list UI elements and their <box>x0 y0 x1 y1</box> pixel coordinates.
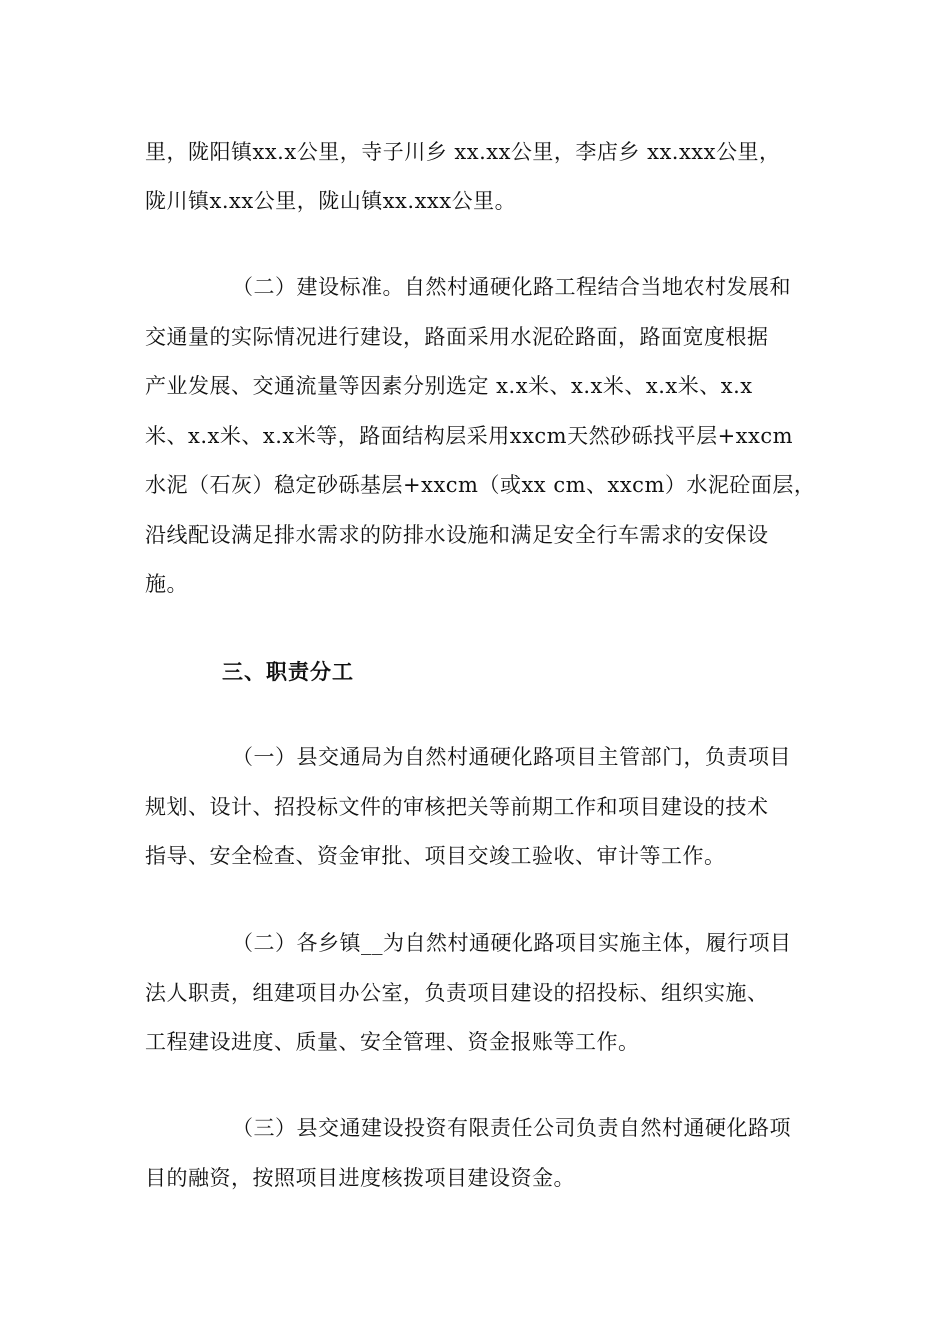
paragraph-line: （二）建设标准。自然村通硬化路工程结合当地农村发展和 <box>232 275 791 299</box>
paragraph-line: 目的融资，按照项目进度核拨项目建设资金。 <box>145 1166 575 1190</box>
paragraph-line: 施。 <box>145 572 188 596</box>
paragraph-line: 沿线配设满足排水需求的防排水设施和满足安全行车需求的安保设 <box>145 523 769 547</box>
paragraph-line: 法人职责，组建项目办公室，负责项目建设的招投标、组织实施、 <box>145 981 769 1005</box>
section-heading: 三、职责分工 <box>222 660 354 684</box>
paragraph-line: 交通量的实际情况进行建设，路面采用水泥砼路面，路面宽度根据 <box>145 325 769 349</box>
paragraph-line: （一）县交通局为自然村通硬化路项目主管部门，负责项目 <box>232 745 791 769</box>
paragraph-line: （三）县交通建设投资有限责任公司负责自然村通硬化路项 <box>232 1116 791 1140</box>
paragraph-line: 里，陇阳镇xx.x公里，寺子川乡 xx.xx公里，李店乡 xx.xxx公里， <box>145 140 781 164</box>
paragraph-line: 米、x.x米、x.x米等，路面结构层采用xxcm天然砂砾找平层+xxcm <box>145 424 794 448</box>
paragraph-line: 指导、安全检查、资金审批、项目交竣工验收、审计等工作。 <box>145 844 726 868</box>
paragraph-line: 规划、设计、招投标文件的审核把关等前期工作和项目建设的技术 <box>145 795 769 819</box>
paragraph-line: 水泥（石灰）稳定砂砾基层+xxcm（或xx cm、xxcm）水泥砼面层， <box>145 473 816 497</box>
paragraph-line: 陇川镇x.xx公里，陇山镇xx.xxx公里。 <box>145 189 517 213</box>
paragraph-line: 工程建设进度、质量、安全管理、资金报账等工作。 <box>145 1030 640 1054</box>
paragraph-line: 产业发展、交通流量等因素分别选定 x.x米、x.x米、x.x米、x.x <box>145 374 753 398</box>
paragraph-line: （二）各乡镇__为自然村通硬化路项目实施主体，履行项目 <box>232 931 792 955</box>
